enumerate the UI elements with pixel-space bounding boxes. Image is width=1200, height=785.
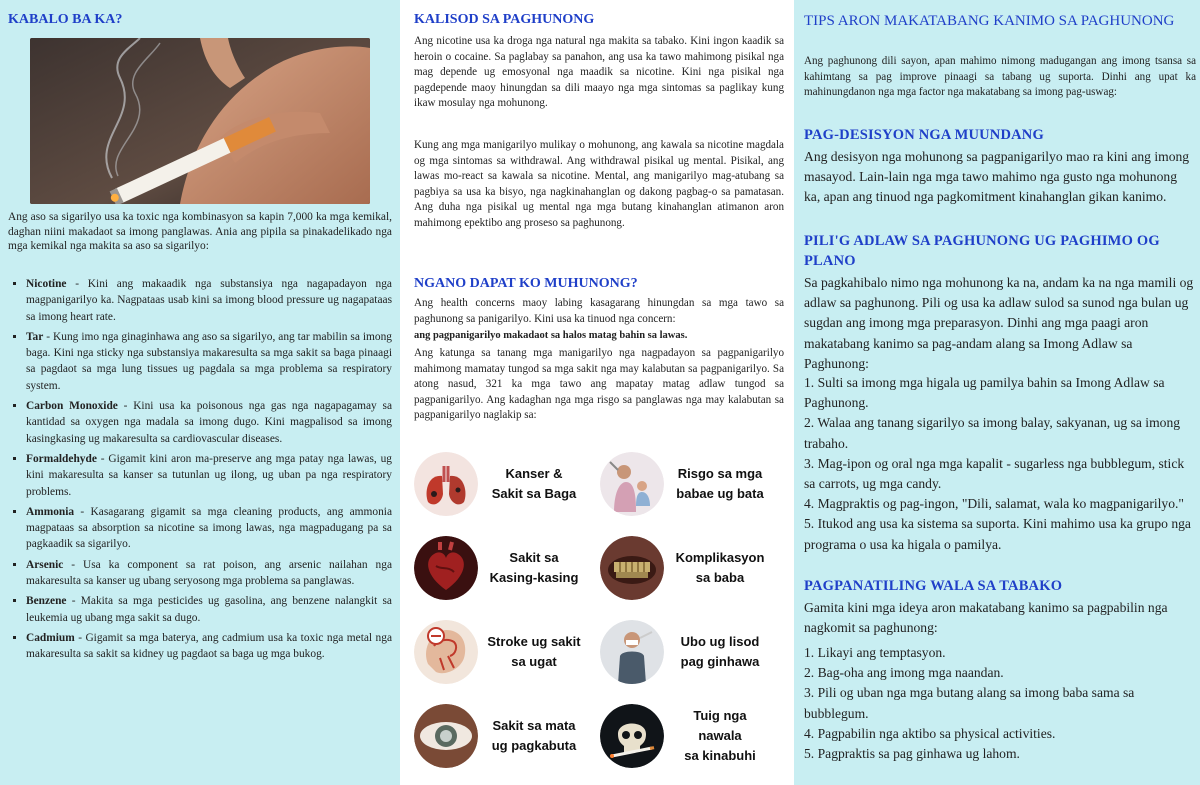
list-item: 2. Bag-oha ang imong mga naandan.: [804, 665, 1004, 681]
chemical-desc: - Kasagarang gigamit sa mga cleaning products, ang ammonia magpataas sa absorption sa nicotine sa imong lawas, nga magpadugang pa sa pagkaadik sa sigarilyo.: [26, 505, 392, 551]
chemical-list: [8, 276, 392, 667]
chemical-name: Formaldehyde: [26, 452, 97, 465]
risk-item-stroke: [414, 620, 584, 684]
eye-icon: [414, 704, 478, 768]
chemical-name: Ammonia: [26, 505, 75, 518]
list-item: 4. Pagpabilin nga aktibo sa physical activities.: [804, 725, 1056, 741]
list-item: 1. Sulti sa imong mga higala ug pamilya bahin sa Imong Adlaw sa Paghunong.: [804, 375, 1165, 411]
risk-item-cough: [600, 620, 770, 684]
section-title-kalisod: KALISOD SA PAGHUNONG: [414, 12, 595, 27]
chemical-name: Cadmium: [26, 631, 75, 644]
chemical-name: Tar: [26, 330, 44, 343]
panel-tips: [794, 0, 1200, 785]
paragraph: Ang nicotine usa ka droga nga natural nga makita sa tabako. Kini ingon kaadik sa heroin o cocaine. Sa paglabay sa panahon, ang usa ka tawo mahimong pisikal nga mag depende ug emosyonal nga maadik sa nicotine. Kini nga pisikal nga pagdepende maoy hinungdan sa dili maayo nga mga sintomas sa paglikay kung ikaw mosulay nga mohunong.: [414, 35, 784, 110]
list-item: 1. Likayi ang temptasyon.: [804, 645, 946, 660]
chemical-desc: - Gigamit kini aron ma-preserve ang mga patay nga lawas, ug kini makaresulta sa kanser sa tutunlan ug ilong, ug uban pa nga respiratory problems.: [26, 452, 392, 498]
mouth-icon: [600, 536, 664, 600]
bold-statement: ang pagpanigarilyo makadaot sa halos matag bahin sa lawas.: [414, 330, 688, 341]
heading-stay-free: PAGPANATILING WALA SA TABAKO: [804, 578, 1063, 594]
heading-quit-day: PILI'G ADLAW SA PAGHUNONG UG PAGHIMO OG PLANO: [804, 233, 1160, 269]
heart-icon: [414, 536, 478, 600]
mother-child-icon: [600, 452, 664, 516]
paragraph: Ang paghunong dili sayon, apan mahimo nimong madugangan ang imong tsansa sa kahimtang sa pag improve pinaagi sa tabang ug suporta. Dinhi ang upat ka mahinungdanon nga mga factor nga makatabang sa imong pag-uswag:: [804, 55, 1196, 99]
list-item: [26, 451, 392, 500]
panel-kalisod: [404, 0, 790, 785]
list-item: 4. Magpraktis og pag-ingon, "Dili, salamat, wala ko magpanigarilyo.": [804, 496, 1184, 512]
ideas-list: [804, 643, 1196, 764]
list-item: [26, 398, 392, 447]
skull-icon: [600, 704, 664, 768]
risk-item-eye: [414, 704, 584, 768]
list-item: 2. Walaa ang tanang sigarilyo sa imong balay, sakyanan, ug sa imong trabaho.: [804, 415, 1181, 451]
risk-label: Sakit sa mata ug pagkabuta: [491, 718, 577, 753]
risk-label: Kanser & Sakit sa Baga: [491, 466, 577, 501]
risk-label: Stroke ug sakit sa ugat: [487, 634, 581, 669]
list-item: 5. Itukod ang usa ka sistema sa suporta. Kini mahimo usa ka grupo nga programa o usa ka higala o pamilya.: [804, 516, 1191, 552]
list-item: [26, 504, 392, 553]
list-item: [26, 630, 392, 663]
list-item: 3. Pili og uban nga mga butang alang sa imong baba sama sa bubblegum.: [804, 685, 1135, 721]
chemical-desc: - Kini usa ka poisonous nga gas nga nagapagamay sa kantidad sa oxygen nga madala sa imong dugo. Kini magpalisod sa imong kasingkasing ug makaresulta sa cardiovascular diseases.: [26, 400, 393, 445]
risk-label: Ubo ug lisod pag ginhawa: [680, 634, 760, 669]
risk-item-mouth: [600, 536, 770, 600]
section-title-tips: TIPS ARON MAKATABANG KANIMO SA PAGHUNONG: [804, 13, 1175, 29]
chemical-name: Carbon Monoxide: [26, 400, 118, 413]
paragraph: Kung ang mga manigarilyo mulikay o mohunong, ang kawala sa nicotine magdala og mga sintomas sa withdrawal. Ang withdrawal pisikal ug mental. Pisikal, ang lawas mo-react sa kawala sa nicotine. Mental, ang manigarilyo mag-atubang sa pagbiya sa usa ka bisyo, nga nagkinahanglan og dakong pagbag-o sa pamatasan. Ang duha nga pisikal ug mental nga mga butang kinahanglan atimanon aron mahimong epektibo ang proseso sa paghunong.: [414, 139, 784, 229]
chemical-desc: - Gigamit sa mga baterya, ang cadmium usa ka toxic nga metal nga makaresulta sa sakit sa kidney ug pagdaot sa baga ug mga bukog.: [26, 631, 392, 661]
risk-item-heart: [414, 536, 584, 600]
chemical-desc: - Usa ka component sa rat poison, ang arsenic nailahan nga makaresulta sa kanser ug ubang seryosong mga problema sa panglawas.: [26, 558, 392, 588]
risk-item-women-children: [600, 452, 770, 516]
risk-label: Risgo sa mga babae ug bata: [676, 466, 764, 501]
section-title-ngano: NGANO DAPAT KO MUHUNONG?: [414, 276, 638, 291]
risk-label: Tuig nga nawala sa kinabuhi: [684, 708, 756, 763]
list-item: [26, 593, 392, 626]
chemical-desc: - Makita sa mga pesticides ug gasolina, ang benzene nalangkit sa leukemia ug ubang mga sakit sa dugo.: [26, 595, 392, 624]
heading-decision: PAG-DESISYON NGA MUUNDANG: [804, 127, 1044, 143]
paragraph: Sa pagkahibalo nimo nga mohunong ka na, andam ka na nga mamili og adlaw sa paghunong. Pili og usa ka adlaw sulod sa sunod nga bulan ug sugdan ang imong mga preparasyon. Dinhi ang mga paagi aron makatabang kanimo sa pag-andam alang sa Imong Adlaw sa Paghunong:: [804, 275, 1194, 371]
panel-kabalo: [0, 0, 400, 785]
cough-icon: [600, 620, 664, 684]
list-item: 5. Pagpraktis sa pag ginhawa ug lahom.: [804, 746, 1020, 762]
chemical-name: Arsenic: [26, 558, 64, 571]
paragraph: Ang health concerns maoy labing kasagarang hinungdan sa mga tawo sa paghunong sa panigarilyo. Kini usa ka tinuod nga concern:: [414, 297, 784, 325]
chemical-name: Nicotine: [26, 278, 67, 290]
list-item: 3. Mag-ipon og oral nga mga kapalit - sugarless nga bubblegum, stick sa carrots, ug mga candy.: [804, 455, 1185, 492]
section-title-kabalo: KABALO BA KA?: [8, 12, 123, 27]
risk-item-lungs: [414, 452, 584, 516]
chemical-desc: - Kung imo nga ginaginhawa ang aso sa sigarilyo, ang tar mabilin sa imong baga. Kini nga sticky nga substansiya makaresulta sa mga sakit sa baga pinaagi sa pagdaot sa mga lung tissues ug pagdala sa mga problema sa respiratory system.: [26, 330, 392, 392]
chemical-name: Benzene: [26, 595, 67, 608]
chemical-desc: - Kini ang makaadik nga substansiya nga nagapadayon nga magpanigarilyo ka. Nagpataas usab kini sa imong blood pressure ug nagapataas sa imong heart rate.: [26, 278, 392, 323]
list-item: [26, 329, 392, 394]
cigarette-hand-photo: [30, 38, 370, 204]
brain-icon: [414, 620, 478, 684]
intro-paragraph: Ang aso sa sigarilyo usa ka toxic nga kombinasyon sa kapin 7,000 ka mga kemikal, daghan niini makadaot sa imong panglawas. Ania ang pipila sa pinakadelikado nga mga kemikal nga makita sa aso sa sigarilyo:: [8, 211, 392, 252]
paragraph: Gamita kini mga ideya aron makatabang kanimo sa pagpabilin nga nagkomit sa paghunong:: [804, 600, 1168, 636]
list-item: [26, 276, 392, 325]
paragraph: Ang desisyon nga mohunong sa pagpanigarilyo mao ra kini ang imong masayod. Lain-lain nga mga tawo mahimo nga gusto nga mohunong ka, apan ang tinuod nga pagkomitment kinahanglan gikan kanimo.: [804, 149, 1190, 205]
paragraph: Ang katunga sa tanang mga manigarilyo nga nagpadayon sa pagpanigarilyo mahimong mamatay tungod sa mga sakit nga may kalabutan sa pagpanigarilyo. Sa atong nasud, 321 ka mga tawo ang mapatay matag adlaw tungod sa pagpanigarilyo. Ang kadaghan nga mga risgo sa panglawas nga may kalabutan sa pagpanigarilyo naglakip sa:: [414, 347, 784, 422]
risk-label: Komplikasyon sa baba: [675, 550, 765, 585]
steps-list: [804, 373, 1196, 555]
list-item: [26, 557, 392, 590]
risk-item-life-lost: [600, 704, 770, 768]
risk-label: Sakit sa Kasing-kasing: [489, 550, 579, 585]
lungs-icon: [414, 452, 478, 516]
